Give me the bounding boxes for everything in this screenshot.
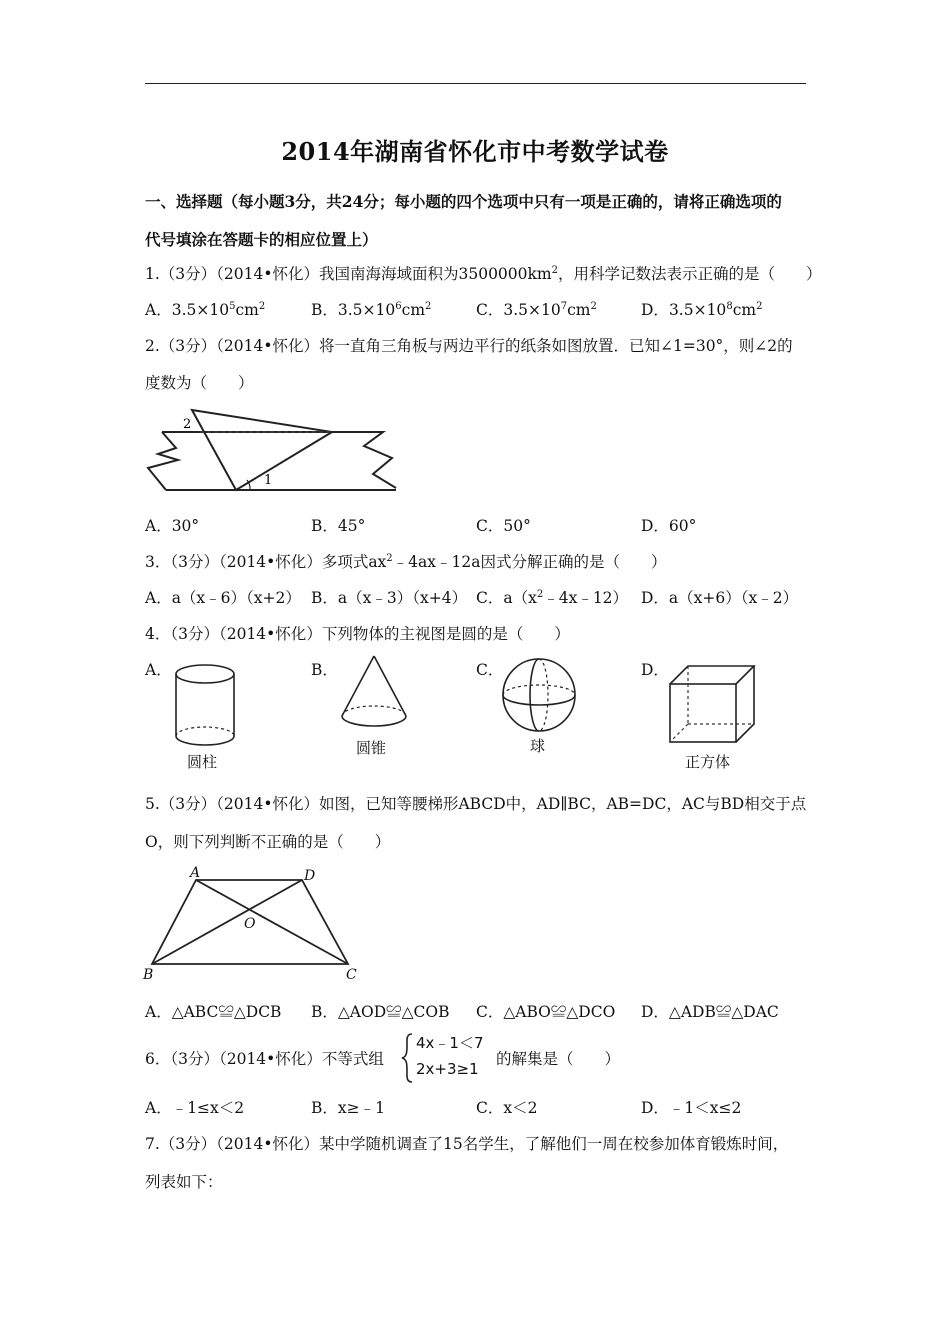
q5-point-b: B xyxy=(143,967,154,983)
q4-caption-cone: 圆锥 xyxy=(356,739,387,757)
q4-caption-cube: 正方体 xyxy=(685,753,731,771)
q6-option-c[interactable]: C．x＜2 xyxy=(476,1099,538,1117)
q1-option-a[interactable]: A．$3.5\times 10^5cm^2$ xyxy=(145,301,266,319)
q2-option-a[interactable]: A．30° xyxy=(145,517,200,535)
q4-option-b[interactable]: B． xyxy=(311,661,338,679)
q6-stem-suffix: 的解集是（ ） xyxy=(496,1050,621,1068)
q5-option-a[interactable]: A．△ABC≌△DCB xyxy=(145,1003,282,1021)
q5-point-c: C xyxy=(346,967,357,983)
q5-point-d: D xyxy=(304,868,316,884)
q2-stem-line2: 度数为（ ） xyxy=(145,374,254,392)
q7-stem-line1: 7.（3分）（2014•怀化）某中学随机调查了15名学生，了解他们一周在校参加体育锻炼时间， xyxy=(145,1135,789,1153)
q5-stem-line1: 5.（3分）（2014•怀化）如图，已知等腰梯形ABCD中，AD∥BC，AB=DC，AC与BD相交于点 xyxy=(145,795,807,813)
q5-point-a: A xyxy=(190,865,201,881)
q3-option-b[interactable]: B．a（x﹣3）（x+4） xyxy=(311,589,468,607)
q2-option-c[interactable]: C．50° xyxy=(476,517,531,535)
q6-inequality-1: 4x﹣1＜7 xyxy=(416,1034,484,1052)
q7-stem-line2: 列表如下： xyxy=(145,1173,223,1191)
q3-option-c[interactable]: C．$a(x^2﹣4x﹣12)$ xyxy=(476,589,629,607)
q6-stem-prefix: 6．（3分）（2014•怀化）不等式组 xyxy=(145,1050,384,1068)
q6-option-a[interactable]: A．﹣1≤x＜2 xyxy=(145,1099,245,1117)
cube-figure xyxy=(664,662,759,748)
q3-stem: 3．（3分）（2014•怀化）多项式$ax^2﹣4ax﹣12a$因式分解正确的是（ ） xyxy=(145,553,667,571)
q6-inequality-2: 2x+3≥1 xyxy=(416,1060,479,1078)
q2-angle-label-2: 2 xyxy=(183,417,192,432)
q5-trapezoid-figure xyxy=(140,862,370,984)
q2-angle-label-1: 1 xyxy=(264,473,273,488)
q1-option-c[interactable]: C．$3.5\times 10^7cm^2$ xyxy=(476,301,597,319)
sphere-figure xyxy=(500,656,580,734)
q5-point-o: O xyxy=(244,916,256,932)
q1-stem: 1.（3分）（2014•怀化）我国南海海域面积为$3500000km^2$，用科学记数法表示正确的是（ ） xyxy=(145,265,822,283)
q4-option-d[interactable]: D． xyxy=(641,661,669,679)
q4-option-c[interactable]: C． xyxy=(476,661,504,679)
q1-option-d[interactable]: D．$3.5\times 10^8cm^2$ xyxy=(641,301,763,319)
q2-option-d[interactable]: D．60° xyxy=(641,517,697,535)
header-rule xyxy=(145,83,806,84)
q4-caption-cylinder: 圆柱 xyxy=(187,753,218,771)
q4-option-a[interactable]: A． xyxy=(145,661,172,679)
q5-option-c[interactable]: C．△ABO≌△DCO xyxy=(476,1003,616,1021)
q6-brace xyxy=(400,1032,414,1084)
q4-stem: 4．（3分）（2014•怀化）下列物体的主视图是圆的是（ ） xyxy=(145,625,570,643)
q3-option-d[interactable]: D．a（x+6）（x﹣2） xyxy=(641,589,799,607)
cylinder-figure xyxy=(170,662,240,748)
q5-option-b[interactable]: B．△AOD≌△COB xyxy=(311,1003,450,1021)
q3-option-a[interactable]: A．a（x﹣6）（x+2） xyxy=(145,589,301,607)
q2-option-b[interactable]: B．45° xyxy=(311,517,366,535)
q2-stem-line1: 2.（3分）（2014•怀化）将一直角三角板与两边平行的纸条如图放置．已知∠1=30°，则∠2的 xyxy=(145,337,793,355)
section-heading-line2: 代号填涂在答题卡的相应位置上） xyxy=(145,230,378,249)
q5-option-d[interactable]: D．△ADB≌△DAC xyxy=(641,1003,779,1021)
q4-caption-sphere: 球 xyxy=(530,737,546,755)
cone-figure xyxy=(335,652,415,738)
q5-stem-line2: O，则下列判断不正确的是（ ） xyxy=(145,833,391,851)
section-heading-line1: 一、选择题（每小题3分，共24分；每小题的四个选项中只有一项是正确的，请将正确选项的 xyxy=(145,192,782,211)
page-title: 2014年湖南省怀化市中考数学试卷 xyxy=(281,137,669,166)
q6-option-b[interactable]: B．x≥﹣1 xyxy=(311,1099,385,1117)
q2-figure xyxy=(140,402,410,502)
q6-option-d[interactable]: D．﹣1＜x≤2 xyxy=(641,1099,742,1117)
q1-option-b[interactable]: B．$3.5\times 10^6cm^2$ xyxy=(311,301,432,319)
